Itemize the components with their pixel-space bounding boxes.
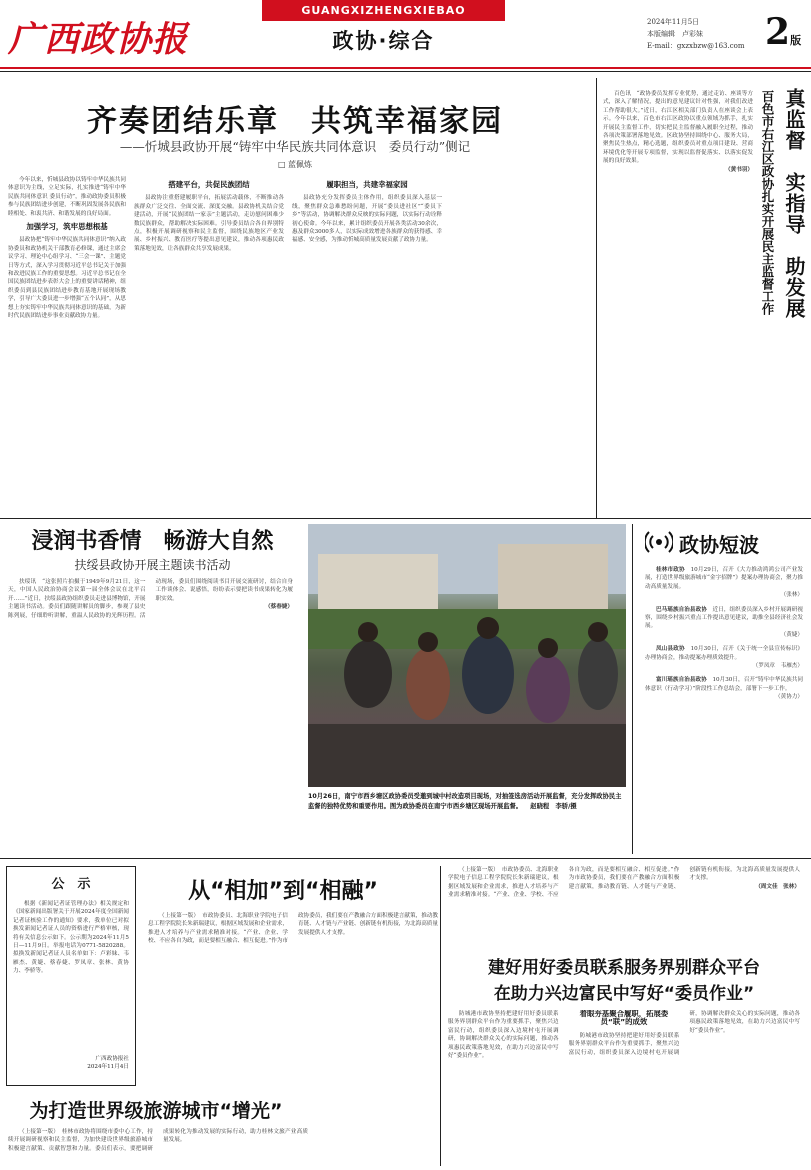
right-top-body bbox=[603, 90, 753, 510]
page-number-digit: 2 bbox=[765, 11, 791, 53]
section-name: 政协·综合 bbox=[332, 29, 435, 53]
news-photo bbox=[308, 524, 626, 787]
broadcast-icon bbox=[645, 528, 673, 556]
column-divider bbox=[596, 78, 597, 518]
brief-text bbox=[645, 566, 803, 591]
river-headline: 建好用好委员联系服务界别群众平台 bbox=[488, 958, 760, 978]
lead-subtitle: ——忻城县政协开展“铸牢中华民族共同体意识 委员行动”侧记 bbox=[119, 139, 471, 154]
reading-headline: 浸润书香情 畅游大自然 bbox=[31, 529, 274, 554]
notice-body: 根据《新闻记者证管理办法》相关规定和《国家新闻出版署关于开展2024年度全国新闻记者证核验工作的通知》要求，我单位已对拟换发新闻记者证人员的资格进行严格审核，现将有关信息公示如下。公示期为2024年11月5日—11月9日。举报电话为0771-5820288。拟换发新闻记者证人员名单如下：卢彩妹、韦雁杰、黄婕、蔡春婕、罗凤章、张林、黄协力、李骄等。 bbox=[13, 901, 129, 975]
page-number bbox=[765, 11, 801, 53]
brief-text bbox=[645, 606, 803, 631]
mix-paragraph: （上接第一版） 市政协委员、北海职业学院电子信息工程学院院长朱新瑞建议，根据区域发展和企业需求，推进人才培养与产业需求精准对接。“产业、企业、学校、不应各自为政，而是要相互融合、相互促进。”作为市政协委员，我们要在产教融合方面积极建言献策，推动教育链、人才链与产业链、创新链有机衔接，为北海高质量发展提供人才支撑。 bbox=[448, 867, 800, 899]
right-top-paragraph: 百色讯 “政协委员发挥专业优势，通过走访、座谈等方式，深入了解情况，提出的意见建议针对性强，对我们改进工作帮助很大。”近日，右江区相关部门负责人在座谈会上表示。今年以来，百色市右江区政协以重点领域为抓手，扎实开展民主监督工作，切实把民主监督融入履职全过程，推动各项决策部署落地见效。区政协坚持围绕中心、服务大局，聚焦民生热点，精心选题，组织委员对重点项目建设、营商环境优化等开展专项监督，实现以监督促落实、以落实促发展的良好效果。 bbox=[603, 91, 753, 165]
brief-text bbox=[645, 645, 803, 662]
mix-paragraph: （上接第一版） 市政协委员、北海职业学院电子信息工程学院院长朱新瑞建议，根据区域发展和企业需求，推进人才培养与产业需求精准对接。“产业、企业、学校、不应各自为政，而是要相互融合、相互促进。”作为市政协委员，我们要在产教融合方面积极建言献策，推动教育链、人才链与产业链、创新链有机衔接，为北海高质量发展提供人才支撑。 bbox=[148, 913, 438, 945]
lead-subheading: 加强学习，筑牢思想根基 bbox=[26, 222, 108, 232]
newspaper-logo: 广西政协报 bbox=[8, 19, 189, 60]
section-rule bbox=[0, 518, 811, 519]
reading-paragraph: 扶绥讯 “这张照片拍摄于1949年9月21日，这一天，中国人民政治协商会议第一届全体会议在北平召开……”近日，扶绥县政协组织委员走进县博物馆，开展主题读书活动。委员们跟随讲解员的脚步，参观了县史陈列展，仔细聆听讲解，重温人民政协的光辉历程。活动现场，委员们围绕阅读书目开展交流研讨，结合自身工作谈体会、说感悟，纷纷表示要把读书成果转化为履职实效。 bbox=[8, 579, 293, 619]
lead-paragraph: 县政协把“铸牢中华民族共同体意识”纳入政协委员和政协机关干部教育必修课，通过主席会议学习、理论中心组学习、“三会一课”、主题党日等方式，深入学习贯彻习近平总书记关于加强和改进民族工作的重要思想。习近平总书记在全国民族团结进步表彰大会上的重要讲话精神，组织委员到县民族团结进步教育基地开展现场教学，引导广大委员进一步增强“五个认同”，从思想上夯实铸牢中华民族共同体意识的基础，为新时代民族团结进步事业贡献政协力量。 bbox=[8, 237, 126, 320]
brief-item bbox=[645, 566, 803, 600]
right-subheadline-text: 百色市右江区政协扎实开展民主监督工作 bbox=[760, 90, 775, 315]
reading-author: （蔡春婕） bbox=[265, 604, 293, 611]
page-editor: 本版编辑 卢彩妹 bbox=[647, 30, 703, 38]
issue-date: 2024年11月5日 bbox=[647, 18, 700, 26]
column-divider bbox=[632, 524, 633, 854]
briefs-list bbox=[645, 566, 803, 856]
brief-author: （罗凤章 韦雁杰） bbox=[752, 663, 803, 670]
brief-item bbox=[645, 676, 803, 701]
briefs-header bbox=[645, 528, 805, 556]
lead-byline: □ 蓝佩炼 bbox=[277, 160, 313, 169]
notice-org: 广西政协报社 bbox=[95, 1056, 129, 1062]
masthead-pinyin: GUANGXIZHENGXIEBAO bbox=[301, 4, 466, 17]
lead-subheading: 搭建平台，共促民族团结 bbox=[168, 180, 250, 189]
brief-place: 巴马瑶族自治县政协 bbox=[656, 606, 707, 613]
notice-title: 公 示 bbox=[51, 877, 91, 892]
right-top-author: （黄书羽） bbox=[725, 166, 753, 173]
river-body bbox=[448, 1010, 800, 1165]
right-headline-text: 真监督 实指导 助发展 bbox=[782, 88, 806, 319]
brief-body: 近日，组织委员深入乡村开展调研视察，围绕乡村振兴重点工作提出意见建议，助推全县经济社会发展。 bbox=[645, 606, 803, 630]
lead-paragraph: 县政协充分发挥委员主体作用，组织委员深入基层一线，聚焦群众急难愁盼问题，开展“委员进社区”“委员下乡”等活动，协调解决群众反映的实际问题，以实际行动诠释初心使命。今年以来，累计组织委员开展各类活动30余次，惠及群众3000多人，以实际成效增进各族群众的获得感、幸福感、安全感，为推动忻城高质量发展贡献了政协力量。 bbox=[292, 195, 442, 244]
brief-author: （黄婕） bbox=[780, 631, 803, 638]
reading-subtitle: 扶绥县政协开展主题读书活动 bbox=[74, 558, 231, 572]
mix-body bbox=[148, 912, 438, 1002]
right-subheadline bbox=[758, 90, 776, 315]
lead-column-2 bbox=[134, 176, 284, 514]
photo-caption-text: 10月26日，南宁市西乡塘区政协委员受邀到城中村改造项目现场，对抽签选房活动开展监督，充分发挥政协民主监督的独特优势和重要作用。图为政协委员在南宁市西乡塘区现场开展监督。 bbox=[308, 793, 622, 810]
urban-headline: 为打造世界级旅游城市“增光” bbox=[29, 1100, 283, 1122]
photo-credit: 赵晓程 李骄/摄 bbox=[530, 803, 577, 810]
lead-column-3 bbox=[292, 176, 442, 514]
briefs-title: 政协短波 bbox=[679, 533, 759, 557]
section-rule bbox=[0, 858, 811, 859]
brief-text bbox=[645, 676, 803, 693]
brief-body: 10月30日，召开“铸牢中华民族共同体意识（行动学习）”阶段性工作总结会，部署下一步工作。 bbox=[645, 677, 803, 692]
brief-item bbox=[645, 645, 803, 670]
notice-body-wrap bbox=[13, 900, 129, 1050]
lead-headline: 齐奏团结乐章 共筑幸福家园 bbox=[87, 104, 503, 139]
notice-date: 2024年11月4日 bbox=[87, 1064, 129, 1070]
notice-box bbox=[6, 866, 136, 1086]
photo-scene bbox=[308, 524, 626, 787]
masthead-rule-thin bbox=[0, 71, 811, 72]
mix-continued bbox=[448, 866, 800, 946]
river-subheading: 着眼夯基聚合履职，拓展委员“联”的成效 bbox=[579, 1010, 669, 1027]
brief-place: 桂林市政协 bbox=[656, 567, 685, 573]
river-paragraph: 防城港市政协坚持把建好用好委员联系服务界别群众平台作为重要抓手，聚焦兴边富民行动，组织委员深入边境村屯开展调研，协调解决群众关心的实际问题，推动各项惠民政策落地见效，在助力兴边富民中写好“委员作业”。 bbox=[448, 1011, 559, 1060]
urban-paragraph: （上接第一版） 桂林市政协将围绕市委中心工作，持续开展调研视察和民主监督，为加快建设世界级旅游城市积极建言献策、贡献智慧和力量。委员们表示，要把调研成果转化为推动发展的实际行动，助力桂林文旅产业高质量发展。 bbox=[8, 1129, 308, 1152]
brief-place: 凤山县政协 bbox=[656, 646, 685, 653]
brief-place: 富川瑶族自治县政协 bbox=[656, 677, 707, 684]
brief-author: （黄协力） bbox=[775, 694, 803, 701]
lead-paragraph: 县政协注重搭建履职平台，拓展活动载体，不断推动各族群众广泛交往、全面交流、深度交融。县政协机关结合党建活动，开展“民族团结一家亲”主题活动，走访慰问困难少数民族群众，帮助解决实际困难。引导委员结合各自界别特点，积极开展调研视察和民主监督，围绕民族地区产业发展、乡村振兴、教育医疗等提出意见建议，推动各项惠民政策落地见效，让各族群众共享发展成果。 bbox=[134, 195, 284, 252]
mix-headline: 从“相加”到“相融” bbox=[188, 879, 378, 904]
lead-column-1 bbox=[8, 176, 126, 514]
urban-body bbox=[8, 1128, 308, 1168]
column-divider bbox=[440, 866, 441, 1166]
lead-paragraph: 今年以来，忻城县政协以铸牢中华民族共同体意识为主线，立足实际，扎实推进“铸牢中华民族共同体意识 委员行动”，推动政协委员积极参与民族团结进步创建，不断巩固发展各民族和睦相处、和衷共济、和谐发展的良好局面。 bbox=[8, 177, 126, 217]
brief-body: 10月30日，召开《关于统一全县宣传标识》办理协商会，推动提案办理质效提升。 bbox=[645, 646, 803, 661]
brief-item bbox=[645, 606, 803, 640]
editor-email: E-mail：gxzxbzw@163.com bbox=[647, 42, 745, 50]
brief-body: 10月29日，召开《大力推动鸿鸿公司产业发展，打造世界级旅游城市“金字招牌”》提案办理协商会，聚力推动高质量发展。 bbox=[645, 567, 803, 590]
right-headline bbox=[780, 88, 809, 319]
river-paragraph: 防城港市政协坚持把建好用好委员联系服务界别群众平台作为重要抓手，聚焦兴边富民行动，组织委员深入边境村屯开展调研，协调解决群众关心的实际问题，推动各项惠民政策落地见效，在助力兴边富民中写好“委员作业”。 bbox=[568, 1011, 800, 1056]
masthead-rule bbox=[0, 67, 811, 69]
mix-author: （周文佳 张林） bbox=[755, 883, 800, 890]
page-number-suffix: 版 bbox=[790, 34, 802, 47]
brief-author: （张林） bbox=[780, 592, 803, 599]
lead-subheading: 履职担当，共建幸福家园 bbox=[326, 180, 408, 189]
reading-body bbox=[8, 578, 293, 848]
masthead bbox=[0, 0, 811, 72]
river-subheadline: 在助力兴边富民中写好“委员作业” bbox=[493, 984, 755, 1004]
photo-caption bbox=[308, 792, 626, 812]
